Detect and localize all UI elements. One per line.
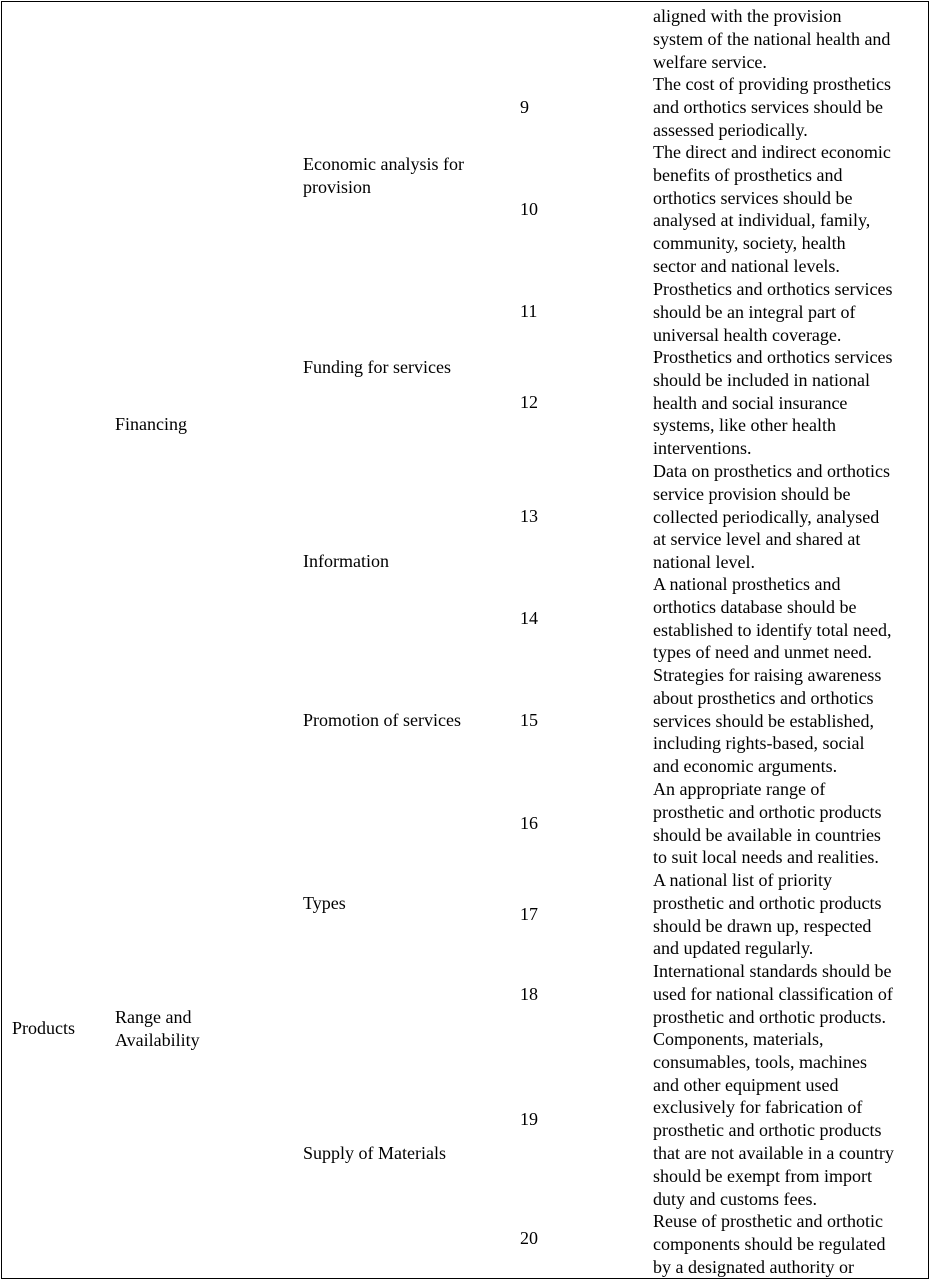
topic-supply-materials [303, 1142, 446, 1165]
recommendation-line: assessed periodically. [653, 119, 808, 140]
recommendation-text [653, 5, 928, 73]
recommendation-line: components should be regulated [653, 1233, 886, 1254]
recommendation-line: prosthetic and orthotic products [653, 1120, 882, 1141]
topic-label-line: Funding for services [303, 357, 451, 377]
recommendation-line: orthotics database should be [653, 596, 857, 617]
recommendation-line: used for national classification of [653, 983, 893, 1004]
recommendation-line: universal health coverage. [653, 324, 842, 345]
recommendation-number: 14 [520, 608, 538, 628]
recommendation-line: national level. [653, 552, 755, 573]
recommendation-text [653, 73, 928, 141]
recommendation-line: and orthotics services should be [653, 96, 883, 117]
recommendation-line: duty and customs fees. [653, 1188, 817, 1209]
subdomain-label-line: Range and [115, 1007, 192, 1027]
recommendation-number: 12 [520, 392, 538, 412]
recommendation-line: community, society, health [653, 233, 846, 254]
recommendation-line: Data on prosthetics and orthotics [653, 461, 890, 481]
recommendation-line: and other equipment used [653, 1074, 839, 1095]
recommendation-line: International standards should be [653, 961, 892, 981]
recommendation-line: service provision should be [653, 483, 851, 504]
topic-label-line: provision [303, 176, 372, 197]
recommendation-line: by a designated authority or [653, 1256, 854, 1277]
recommendation-line: including rights-based, social [653, 733, 865, 754]
recommendation-text [653, 869, 928, 960]
recommendation-text [653, 573, 928, 664]
recommendation-number: 10 [520, 199, 538, 219]
recommendation-number: 13 [520, 506, 538, 526]
recommendation-line: should be drawn up, respected [653, 915, 872, 936]
recommendation-line: An appropriate range of [653, 779, 826, 799]
recommendation-number: 18 [520, 984, 538, 1004]
recommendation-line: health and social insurance [653, 392, 848, 413]
recommendations-table [1, 1, 929, 1279]
recommendation-line: Prosthetics and orthotics services [653, 279, 893, 299]
recommendation-line: services should be established, [653, 710, 874, 731]
recommendation-text [653, 664, 928, 778]
topic-economic-analysis [303, 153, 464, 199]
recommendation-line: A national prosthetics and [653, 574, 841, 594]
recommendation-line: types of need and unmet need. [653, 642, 872, 663]
recommendation-text [653, 141, 928, 278]
recommendation-line: A national list of priority [653, 870, 832, 890]
recommendation-line: prosthetic and orthotic products [653, 801, 882, 822]
recommendation-line: orthotics services should be [653, 187, 853, 208]
domain-label-line: Products [12, 1018, 75, 1038]
recommendation-line: prosthetic and orthotic products. [653, 1006, 886, 1027]
recommendation-line: Strategies for raising awareness [653, 665, 882, 685]
topic-label-line: Supply of Materials [303, 1143, 446, 1163]
recommendation-number: 16 [520, 813, 538, 833]
recommendation-number: 19 [520, 1109, 538, 1129]
recommendation-line: consumables, tools, machines [653, 1051, 867, 1072]
recommendation-line: about prosthetics and orthotics [653, 687, 874, 708]
recommendation-line: analysed at individual, family, [653, 210, 871, 231]
recommendation-text [653, 346, 928, 460]
recommendation-line: The cost of providing prosthetics [653, 74, 891, 94]
recommendation-line: at service level and shared at [653, 529, 861, 550]
topic-label-line: Types [303, 893, 346, 913]
recommendation-line: Reuse of prosthetic and orthotic [653, 1211, 883, 1231]
recommendation-line: Prosthetics and orthotics services [653, 347, 893, 367]
recommendation-line: to suit local needs and realities. [653, 847, 879, 868]
recommendation-line: welfare service. [653, 51, 767, 72]
recommendation-line: collected periodically, analysed [653, 506, 880, 527]
recommendation-line: established to identify total need, [653, 619, 892, 640]
recommendation-line: and updated regularly. [653, 938, 814, 959]
recommendation-text [653, 460, 928, 574]
recommendation-line: should be included in national [653, 369, 870, 390]
topic-label-line: Promotion of services [303, 710, 461, 730]
recommendation-line: sector and national levels. [653, 255, 840, 276]
recommendation-line: interventions. [653, 438, 752, 459]
recommendation-line: system of the national health and [653, 28, 891, 49]
recommendation-text [653, 278, 928, 346]
recommendation-line: The direct and indirect economic [653, 142, 891, 162]
subdomain-range-availability [115, 1006, 200, 1052]
recommendation-text [653, 960, 928, 1028]
recommendation-line: that are not available in a country [653, 1142, 894, 1163]
recommendation-number: 9 [520, 97, 529, 117]
recommendation-line: should be available in countries [653, 824, 881, 845]
recommendation-line: exclusively for fabrication of [653, 1097, 863, 1118]
recommendation-text [653, 1210, 928, 1278]
recommendation-number: 15 [520, 710, 538, 730]
topic-information [303, 550, 389, 573]
recommendation-line: should be exempt from import [653, 1165, 872, 1186]
subdomain-label-line: Availability [115, 1029, 200, 1050]
recommendation-number: 11 [520, 301, 538, 321]
recommendation-text [653, 778, 928, 869]
recommendation-line: aligned with the provision [653, 6, 842, 26]
recommendation-number: 17 [520, 904, 538, 924]
topic-label-line: Economic analysis for [303, 154, 464, 174]
topic-funding [303, 356, 451, 379]
topic-types [303, 892, 346, 915]
recommendation-line: prosthetic and orthotic products [653, 892, 882, 913]
subdomain-financing [115, 413, 187, 436]
topic-label-line: Information [303, 551, 389, 571]
recommendation-number: 20 [520, 1228, 538, 1248]
domain-products [12, 1017, 75, 1040]
subdomain-label-line: Financing [115, 414, 187, 434]
recommendation-line: Components, materials, [653, 1029, 824, 1049]
recommendation-line: systems, like other health [653, 415, 836, 436]
recommendation-line: benefits of prosthetics and [653, 164, 843, 185]
recommendation-text [653, 1028, 928, 1210]
recommendation-line: should be an integral part of [653, 301, 856, 322]
recommendation-line: and economic arguments. [653, 756, 838, 777]
topic-promotion [303, 709, 461, 732]
